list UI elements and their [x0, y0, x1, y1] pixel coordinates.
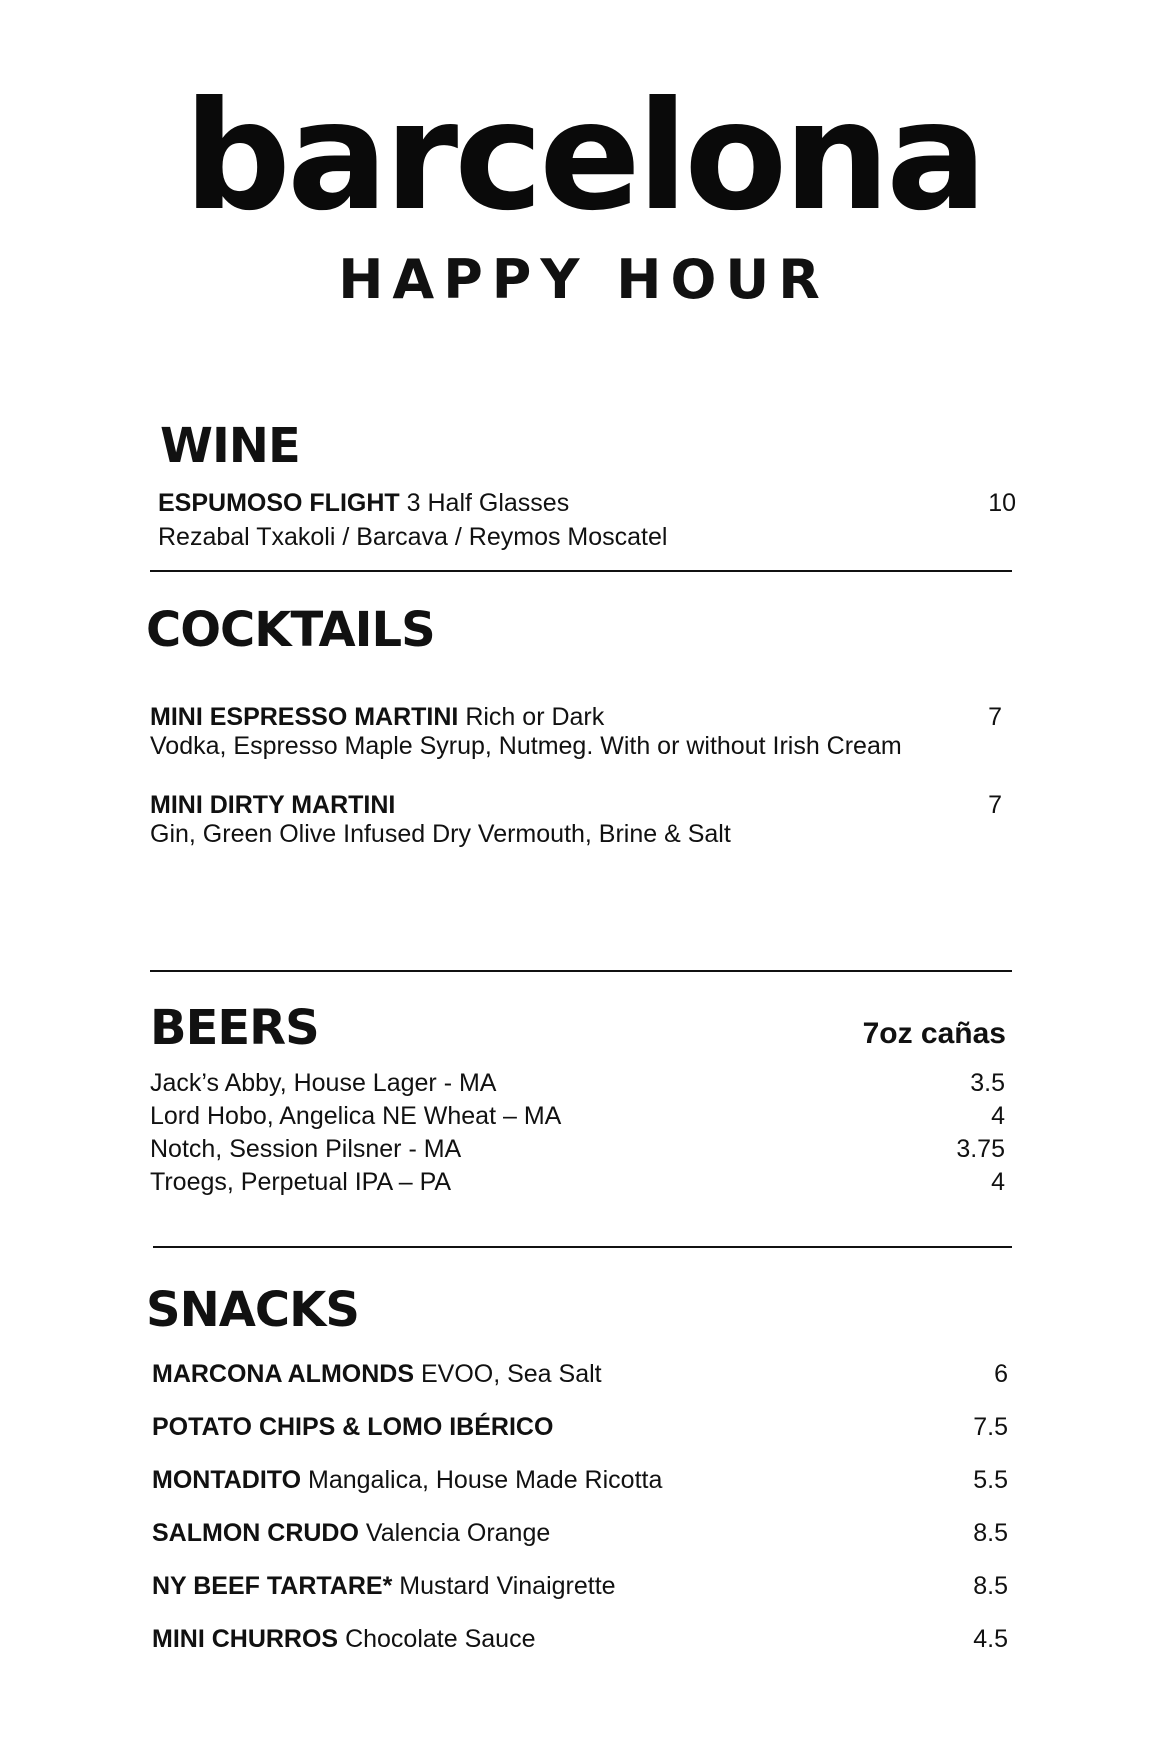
item-name: MINI ESPRESSO MARTINI — [150, 703, 459, 731]
snack-item — [152, 1571, 616, 1601]
section-divider — [150, 970, 1012, 972]
beer-price: 3.5 — [970, 1069, 1005, 1097]
snack-item — [152, 1624, 535, 1654]
item-detail: Valencia Orange — [365, 1519, 551, 1547]
item-name: MARCONA ALMONDS — [152, 1360, 415, 1388]
section-title-beers: BEERS — [150, 1000, 319, 1056]
item-price: 6 — [994, 1360, 1008, 1388]
snack-item — [152, 1359, 602, 1389]
item-price: 4.5 — [973, 1625, 1008, 1653]
item-name: MINI CHURROS — [152, 1625, 339, 1653]
menu-item-mini-espresso-martini — [150, 702, 604, 732]
item-price: 5.5 — [973, 1466, 1008, 1494]
item-name: ESPUMOSO FLIGHT — [158, 489, 400, 517]
item-detail: Mangalica, House Made Ricotta — [308, 1466, 663, 1494]
beer-price: 4 — [991, 1102, 1005, 1130]
section-title-snacks: SNACKS — [146, 1282, 359, 1338]
item-name: SALMON CRUDO — [152, 1519, 359, 1547]
item-name: POTATO CHIPS & LOMO IBÉRICO — [152, 1413, 554, 1441]
item-price: 8.5 — [973, 1572, 1008, 1600]
item-name: NY BEEF TARTARE* — [152, 1572, 393, 1600]
item-detail: Rich or Dark — [465, 703, 605, 731]
section-divider — [150, 570, 1012, 572]
item-detail: Mustard Vinaigrette — [399, 1572, 616, 1600]
beer-item: Notch, Session Pilsner - MA — [150, 1135, 462, 1163]
item-description: Rezabal Txakoli / Barcava / Reymos Moscatel — [158, 523, 668, 551]
snack-item — [152, 1412, 553, 1442]
beer-item: Troegs, Perpetual IPA – PA — [150, 1168, 452, 1196]
menu-item-espumoso-flight — [158, 488, 569, 518]
item-price: 10 — [988, 489, 1016, 517]
item-detail: 3 Half Glasses — [406, 489, 570, 517]
item-price: 7 — [988, 791, 1002, 819]
item-detail: EVOO, Sea Salt — [420, 1360, 602, 1388]
item-description: Vodka, Espresso Maple Syrup, Nutmeg. With or without Irish Cream — [150, 732, 902, 760]
snack-item — [152, 1465, 662, 1495]
item-price: 7.5 — [973, 1413, 1008, 1441]
item-detail: Chocolate Sauce — [345, 1625, 536, 1653]
snack-item — [152, 1518, 550, 1548]
section-title-cocktails: COCKTAILS — [146, 602, 435, 658]
page-title: HAPPY HOUR — [338, 248, 829, 311]
item-name: MINI DIRTY MARTINI — [150, 791, 396, 819]
beer-size-label: 7oz cañas — [862, 1017, 1006, 1050]
item-price: 8.5 — [973, 1519, 1008, 1547]
beer-price: 3.75 — [956, 1135, 1005, 1163]
beer-price: 4 — [991, 1168, 1005, 1196]
restaurant-logo: barcelona — [183, 70, 984, 244]
section-divider — [153, 1246, 1012, 1248]
beer-item: Jack’s Abby, House Lager - MA — [150, 1069, 497, 1097]
item-name: MONTADITO — [152, 1466, 302, 1494]
beer-item: Lord Hobo, Angelica NE Wheat – MA — [150, 1102, 562, 1130]
section-title-wine: WINE — [160, 418, 300, 474]
item-price: 7 — [988, 703, 1002, 731]
item-description: Gin, Green Olive Infused Dry Vermouth, Brine & Salt — [150, 820, 731, 848]
menu-item-mini-dirty-martini — [150, 790, 395, 820]
